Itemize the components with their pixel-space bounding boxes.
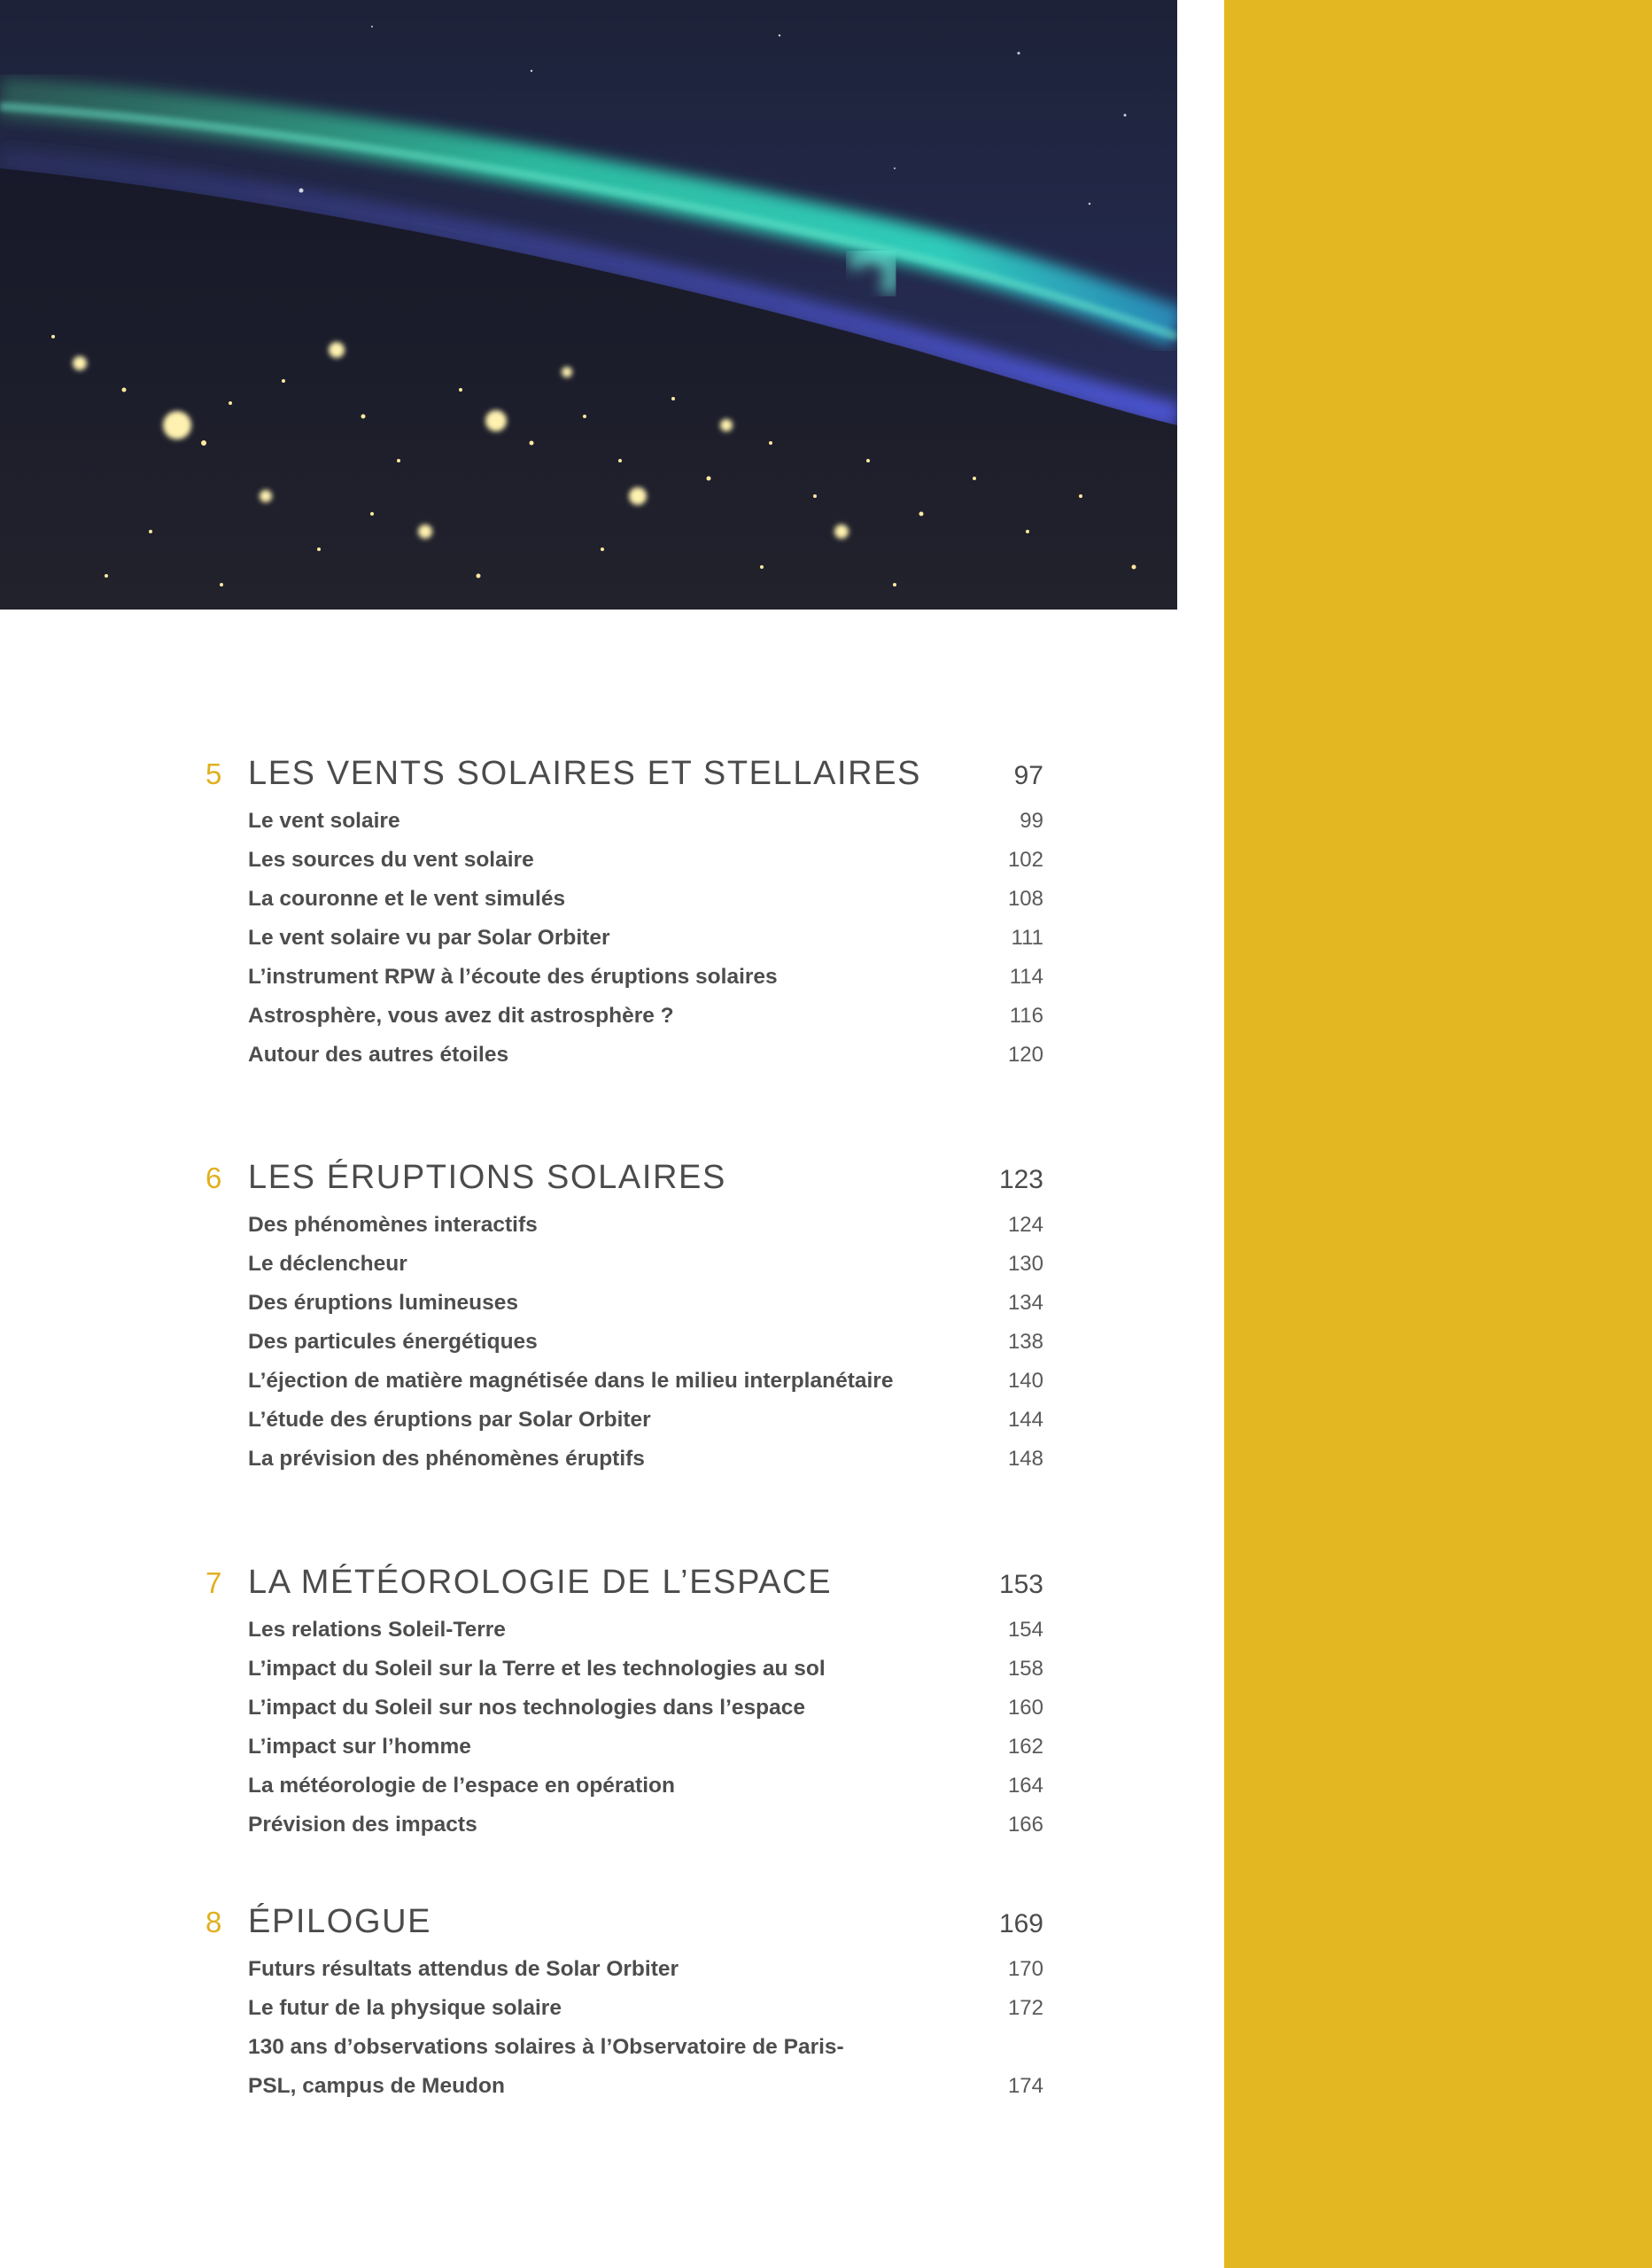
yellow-side-band [1224,0,1652,2268]
entry-page: 111 [1011,926,1043,950]
entry-page: 144 [1007,1408,1043,1432]
toc-entry[interactable] [0,1806,1224,1845]
chapter-items [0,1950,1224,2106]
entry-page: 140 [1007,1369,1043,1393]
entry-title: Des éruptions lumineuses [248,1291,518,1315]
chapter-page-number: 153 [998,1570,1043,1599]
chapter-heading[interactable] [0,1155,1224,1205]
toc-entry[interactable] [0,919,1224,958]
toc-entry[interactable] [0,1323,1224,1362]
toc-entry[interactable] [0,880,1224,919]
toc-entry[interactable] [0,1284,1224,1323]
entry-title: Des phénomènes interactifs [248,1213,538,1237]
entry-page: 172 [1007,1996,1043,2020]
chapter-heading[interactable] [0,1899,1224,1949]
entry-title: Autour des autres étoiles [248,1043,509,1067]
entry-page: 170 [1007,1957,1043,1981]
entry-page: 138 [1007,1330,1043,1354]
entry-title: Le déclencheur [248,1252,407,1276]
entry-page: 108 [1007,887,1043,911]
entry-title: Futurs résultats attendus de Solar Orbiter [248,1957,679,1981]
chapter-title: LES VENTS SOLAIRES ET STELLAIRES [248,755,922,792]
entry-page: 124 [1007,1213,1043,1237]
entry-page: 160 [1007,1696,1043,1720]
entry-title: Des particules énergétiques [248,1330,538,1354]
entry-title: L’impact du Soleil sur nos technologies dans l’espace [248,1696,805,1720]
entry-title: Prévision des impacts [248,1813,477,1837]
chapter-number: 8 [206,1906,222,1938]
toc-entry[interactable] [0,802,1224,841]
chapter-items [0,802,1224,1075]
toc-entry[interactable] [0,1036,1224,1075]
chapter-title: ÉPILOGUE [248,1903,432,1940]
entry-title: L’étude des éruptions par Solar Orbiter [248,1408,651,1432]
entry-title: L’instrument RPW à l’écoute des éruptions solaires [248,965,778,989]
entry-page: 162 [1007,1735,1043,1759]
entry-title: Le vent solaire [248,809,400,833]
entry-page: 99 [1020,809,1043,833]
entry-page: 164 [1007,1774,1043,1798]
entry-page: 148 [1007,1447,1043,1471]
entry-title: L’éjection de matière magnétisée dans le milieu interplanétaire [248,1369,894,1393]
entry-page: 130 [1007,1252,1043,1276]
toc-entry[interactable] [0,1650,1224,1689]
entry-page: 116 [1009,1004,1043,1028]
chapter-title: LA MÉTÉOROLOGIE DE L’ESPACE [248,1564,833,1601]
chapter-title: LES ÉRUPTIONS SOLAIRES [248,1159,726,1196]
chapter-items [0,1206,1224,1479]
chapter-number: 6 [206,1161,222,1194]
entry-page: 102 [1007,848,1043,872]
entry-title: Le vent solaire vu par Solar Orbiter [248,926,610,950]
entry-title: 130 ans d’observations solaires à l’Observatoire de Paris-PSL, campus de Meudon [248,2035,844,2098]
entry-title: Les relations Soleil-Terre [248,1618,506,1642]
entry-title: Les sources du vent solaire [248,848,534,872]
entry-title: Le futur de la physique solaire [248,1996,562,2020]
entry-title: La prévision des phénomènes éruptifs [248,1447,645,1471]
toc-entry[interactable] [0,1767,1224,1806]
entry-title: L’impact sur l’homme [248,1735,471,1759]
toc-entry[interactable] [0,1950,1224,1989]
toc-entry[interactable] [0,1440,1224,1479]
entry-page: 154 [1007,1618,1043,1642]
entry-page: 134 [1007,1291,1043,1315]
toc-entry[interactable] [0,1245,1224,1284]
chapter-number: 5 [206,757,222,790]
entry-title: L’impact du Soleil sur la Terre et les technologies au sol [248,1657,826,1681]
chapter-heading[interactable] [0,751,1224,801]
chapter-page-number: 123 [998,1165,1043,1194]
toc-entry[interactable] [0,958,1224,997]
toc-entry[interactable] [0,997,1224,1036]
entry-page: 166 [1007,1813,1043,1837]
entry-page: 158 [1007,1657,1043,1681]
entry-page: 174 [1007,2074,1043,2098]
chapter-page-number: 97 [1013,761,1043,790]
toc-entry[interactable] [0,2028,1224,2106]
entry-title: La couronne et le vent simulés [248,887,566,911]
toc-entry[interactable] [0,1362,1224,1401]
entry-title: La météorologie de l’espace en opération [248,1774,675,1798]
entry-page: 114 [1009,965,1043,989]
chapter-number: 7 [206,1566,222,1599]
chapter-heading[interactable] [0,1560,1224,1610]
toc-entry[interactable] [0,1611,1224,1650]
toc-entry[interactable] [0,1206,1224,1245]
toc-entry[interactable] [0,1989,1224,2028]
toc-entry[interactable] [0,1728,1224,1767]
entry-page: 120 [1007,1043,1043,1067]
chapter-items [0,1611,1224,1845]
toc-entry[interactable] [0,1689,1224,1728]
toc-entry[interactable] [0,841,1224,880]
toc-entry[interactable] [0,1401,1224,1440]
chapter-page-number: 169 [998,1909,1043,1938]
entry-title: Astrosphère, vous avez dit astrosphère ? [248,1004,674,1028]
